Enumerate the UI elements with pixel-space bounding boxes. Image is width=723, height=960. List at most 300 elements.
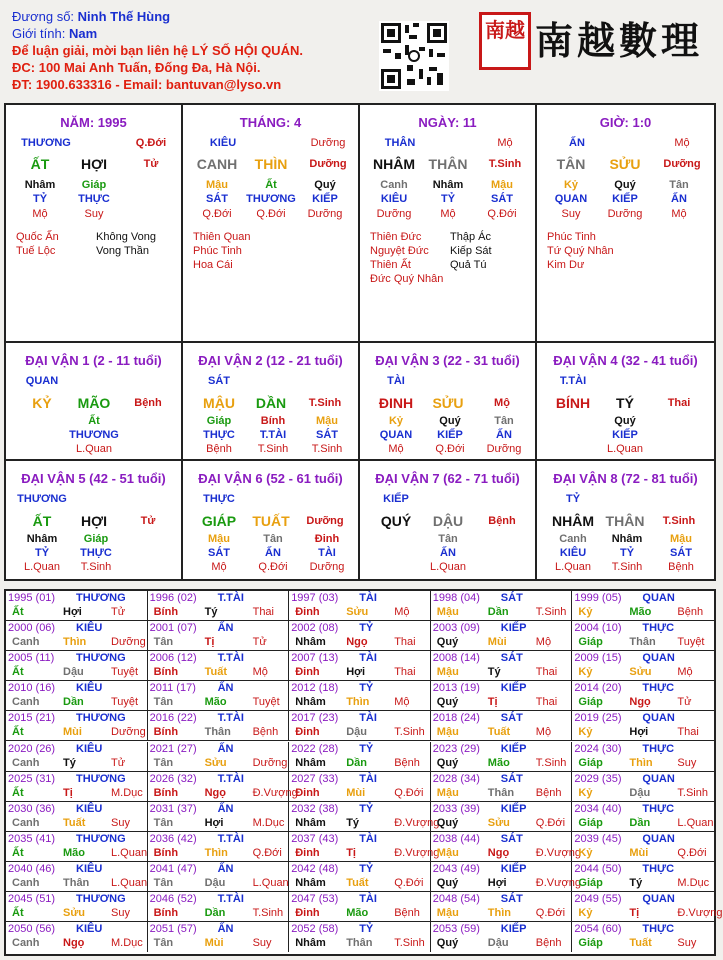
year-life-stage: L.Quan bbox=[111, 876, 148, 889]
year-ten-god: TÀI bbox=[359, 652, 377, 665]
dai-van-branch: TUẤT bbox=[252, 513, 290, 529]
year-stem: Giáp bbox=[578, 756, 603, 769]
year-branch: Mão bbox=[63, 846, 85, 859]
dai-van-hidden-stage: T.Sinh bbox=[80, 561, 112, 573]
year-life-stage: Thai bbox=[535, 696, 558, 709]
good-star: Phúc Tinh bbox=[193, 245, 242, 257]
year-ten-god: KIÊU bbox=[76, 622, 103, 635]
year-cell bbox=[572, 621, 714, 651]
hidden-life-stage: Dưỡng bbox=[307, 208, 343, 220]
good-star: Tuế Lộc bbox=[16, 245, 56, 257]
earthly-branch: SỬU bbox=[609, 156, 641, 172]
year-ten-god: SÁT bbox=[500, 592, 523, 604]
dai-van-title: ĐẠI VẬN 7 (62 - 71 tuổi) bbox=[375, 471, 520, 486]
year-ten-god: ẤN bbox=[217, 682, 234, 695]
year-ten-god: THỰC bbox=[642, 862, 675, 875]
year-life-stage: Đ.Vượng bbox=[252, 786, 298, 799]
year-label: 2016 (22) bbox=[149, 712, 197, 725]
year-stem: Nhâm bbox=[295, 636, 326, 649]
year-ten-god: THƯƠNG bbox=[76, 772, 126, 785]
dai-van-hidden-god: THƯƠNG bbox=[69, 429, 119, 441]
year-life-stage: T.Sinh bbox=[394, 937, 425, 950]
year-branch: Mão bbox=[204, 696, 227, 709]
year-cell bbox=[431, 711, 573, 741]
year-life-stage: T.Sinh bbox=[535, 756, 567, 769]
year-life-stage: L.Quan bbox=[111, 846, 148, 859]
year-label: 2020 (26) bbox=[8, 742, 56, 755]
name-label: Đương số: bbox=[12, 9, 75, 24]
year-branch: Dậu bbox=[487, 937, 509, 950]
dai-van-hidden-stage: Bệnh bbox=[668, 561, 694, 573]
year-ten-god: KIÊU bbox=[76, 862, 103, 875]
year-life-stage: L.Quan bbox=[677, 816, 714, 829]
year-label: 2040 (46) bbox=[8, 862, 56, 875]
hidden-ten-god: KIẾP bbox=[312, 193, 338, 205]
year-stem: Tân bbox=[153, 636, 174, 649]
year-life-stage: M.Dục bbox=[677, 876, 710, 889]
year-cell bbox=[6, 922, 148, 952]
year-label: 2006 (12) bbox=[149, 652, 197, 665]
year-branch: Tuất bbox=[346, 876, 369, 889]
year-label: 2030 (36) bbox=[8, 802, 56, 815]
year-label: 1997 (03) bbox=[291, 592, 339, 604]
year-life-stage: Mộ bbox=[394, 696, 410, 709]
year-branch: Hợi bbox=[629, 726, 649, 739]
year-branch: Tị bbox=[346, 846, 356, 859]
year-cell bbox=[148, 802, 290, 832]
hidden-stem: Quý bbox=[314, 179, 336, 191]
year-branch: Sửu bbox=[204, 756, 227, 769]
year-life-stage: M.Dục bbox=[111, 786, 143, 799]
year-cell bbox=[6, 681, 148, 711]
chart-grid bbox=[4, 103, 716, 581]
year-stem: Tân bbox=[153, 937, 174, 950]
year-cell bbox=[572, 651, 714, 681]
year-stem: Ất bbox=[12, 606, 24, 618]
year-branch: Tý bbox=[63, 756, 76, 769]
year-stem: Canh bbox=[12, 816, 40, 829]
year-ten-god: TÀI bbox=[359, 832, 377, 845]
year-life-stage: Tử bbox=[252, 636, 267, 649]
dai-van-hidden-stage: Q.Đới bbox=[258, 561, 288, 573]
dai-van-hidden-stage: L.Quan bbox=[554, 561, 592, 573]
hidden-life-stage: Q.Đới bbox=[202, 208, 232, 220]
year-cell bbox=[148, 681, 290, 711]
pillar-cell bbox=[6, 105, 183, 343]
year-life-stage: Q.Đới bbox=[252, 846, 282, 859]
year-label: 2044 (50) bbox=[574, 862, 622, 875]
year-branch: Ngọ bbox=[487, 846, 510, 859]
dai-van-ten-god: THƯƠNG bbox=[17, 493, 67, 505]
year-ten-god: THỰC bbox=[642, 682, 675, 695]
dai-van-stem: KỶ bbox=[32, 395, 52, 411]
dai-van-hidden-stem: Quý bbox=[439, 415, 461, 427]
year-cell bbox=[289, 772, 431, 802]
hidden-life-stage: Mộ bbox=[440, 208, 456, 220]
dai-van-hidden-god: QUAN bbox=[379, 429, 413, 441]
year-branch: Dần bbox=[629, 816, 651, 829]
year-life-stage: Tuyệt bbox=[111, 696, 139, 709]
pillar-cell bbox=[183, 105, 360, 343]
hidden-stem: Giáp bbox=[81, 179, 107, 191]
year-label: 2015 (21) bbox=[8, 712, 56, 725]
year-label: 2038 (44) bbox=[432, 832, 480, 845]
year-branch: Tị bbox=[629, 907, 640, 919]
year-branch: Tuất bbox=[204, 666, 227, 679]
good-star: Đức Quý Nhân bbox=[370, 273, 444, 285]
year-label: 2025 (31) bbox=[8, 772, 56, 785]
year-label: 2045 (51) bbox=[8, 893, 56, 905]
year-ten-god: T.TÀI bbox=[217, 652, 244, 665]
year-ten-god: TỶ bbox=[359, 682, 374, 695]
dai-van-stage: Tử bbox=[140, 515, 156, 527]
year-cell bbox=[6, 591, 148, 621]
dai-van-stage: Mộ bbox=[494, 397, 510, 409]
dai-van-hidden-stage: T.Sinh bbox=[257, 443, 289, 455]
dai-van-hidden-god: KIÊU bbox=[559, 547, 587, 559]
dai-van-hidden-stage: Dưỡng bbox=[309, 561, 345, 573]
year-cell bbox=[572, 922, 714, 952]
year-branch: Thìn bbox=[346, 696, 370, 709]
dai-van-hidden-stage: L.Quan bbox=[429, 561, 467, 573]
dai-van-hidden-god: KIẾP bbox=[437, 429, 463, 441]
year-cell bbox=[572, 742, 714, 772]
life-stage: T.Sinh bbox=[488, 158, 522, 170]
dai-van-stem: MẬU bbox=[203, 395, 235, 411]
dai-van-hidden-stage: Q.Đới bbox=[435, 443, 465, 455]
pillar-title: THÁNG: 4 bbox=[239, 115, 302, 130]
year-branch: Mão bbox=[346, 907, 369, 919]
year-life-stage: Bệnh bbox=[677, 606, 704, 618]
year-branch: Tuất bbox=[629, 937, 652, 950]
good-star: Tứ Quý Nhân bbox=[547, 245, 614, 257]
year-branch: Tuất bbox=[63, 816, 86, 829]
year-stem: Kỷ bbox=[578, 846, 593, 859]
heavenly-stem: TÂN bbox=[556, 156, 586, 172]
year-ten-god: THỰC bbox=[642, 622, 675, 635]
qr-code-icon bbox=[379, 21, 449, 91]
dai-van-ten-god: TỶ bbox=[565, 493, 581, 505]
year-stem: Kỷ bbox=[578, 726, 593, 739]
dai-van-stage: T.Sinh bbox=[308, 397, 342, 409]
year-branch: Ngọ bbox=[346, 636, 368, 649]
year-label: 2022 (28) bbox=[291, 742, 339, 755]
dai-van-hidden-stage: Mộ bbox=[211, 561, 227, 573]
year-label: 1999 (05) bbox=[574, 592, 622, 604]
red-seal-icon: 南越 bbox=[479, 12, 531, 70]
year-branch: Sửu bbox=[629, 666, 652, 679]
year-cell bbox=[431, 742, 573, 772]
year-cell bbox=[148, 711, 290, 741]
year-branch: Hợi bbox=[346, 666, 366, 679]
year-stem: Tân bbox=[153, 696, 174, 709]
year-ten-god: SÁT bbox=[500, 772, 523, 785]
year-cell bbox=[289, 621, 431, 651]
year-ten-god: THƯƠNG bbox=[76, 592, 126, 604]
dai-van-stage: Dưỡng bbox=[306, 515, 344, 527]
year-cell bbox=[431, 651, 573, 681]
year-life-stage: Suy bbox=[677, 756, 697, 769]
year-branch: Dần bbox=[346, 756, 367, 769]
year-label: 2029 (35) bbox=[574, 772, 622, 785]
year-ten-god: KIÊU bbox=[76, 923, 103, 936]
year-life-stage: Dưỡng bbox=[111, 636, 146, 649]
year-stem: Mậu bbox=[436, 786, 459, 799]
year-ten-god: KIẾP bbox=[500, 923, 527, 936]
year-cell bbox=[6, 862, 148, 892]
year-label: 2004 (10) bbox=[574, 622, 622, 635]
year-stem: Đinh bbox=[295, 666, 320, 679]
dai-van-stem: ĐINH bbox=[378, 395, 414, 411]
year-stem: Canh bbox=[12, 876, 40, 889]
year-label: 2039 (45) bbox=[574, 832, 622, 845]
year-life-stage: Tử bbox=[677, 696, 692, 709]
year-ten-god: SÁT bbox=[500, 832, 523, 845]
dai-van-hidden-stem: Tân bbox=[263, 533, 283, 545]
year-cell bbox=[431, 922, 573, 952]
year-stem: Giáp bbox=[578, 816, 603, 829]
year-ten-god: THƯƠNG bbox=[76, 652, 126, 665]
year-life-stage: T.Sinh bbox=[535, 606, 567, 618]
year-label: 2021 (27) bbox=[149, 742, 197, 755]
gender-value: Nam bbox=[68, 26, 98, 41]
year-life-stage: Suy bbox=[252, 937, 272, 950]
dai-van-hidden-stage: Bệnh bbox=[206, 443, 232, 455]
dai-van-hidden-god: SÁT bbox=[670, 547, 692, 559]
year-stem: Quý bbox=[436, 937, 459, 950]
year-label: 2050 (56) bbox=[8, 923, 56, 936]
dai-van-hidden-god: SÁT bbox=[208, 547, 230, 559]
pillar-title: GIỜ: 1:0 bbox=[599, 115, 652, 130]
year-life-stage: Thai bbox=[535, 666, 558, 679]
dai-van-stage: T.Sinh bbox=[662, 515, 696, 527]
year-ten-god: KIẾP bbox=[500, 802, 527, 815]
year-label: 2043 (49) bbox=[432, 862, 480, 875]
good-star: Hoa Cái bbox=[193, 259, 233, 271]
phone-email-line: ĐT: 1900.633316 - Email: bantuvan@lyso.vn bbox=[12, 77, 282, 92]
dai-van-branch: DẬU bbox=[432, 513, 464, 529]
dai-van-cell bbox=[183, 343, 360, 461]
year-branch: Dậu bbox=[63, 666, 84, 679]
dai-van-hidden-god: SÁT bbox=[316, 429, 338, 441]
earthly-branch: THÂN bbox=[428, 156, 468, 172]
brand-title: 南越數理 bbox=[535, 18, 704, 63]
dai-van-hidden-stage: L.Quan bbox=[23, 561, 61, 573]
year-label: 2053 (59) bbox=[432, 923, 480, 936]
year-cell bbox=[6, 802, 148, 832]
dai-van-hidden-stage: Mộ bbox=[388, 443, 404, 455]
dai-van-ten-god: QUAN bbox=[25, 375, 59, 387]
year-life-stage: T.Sinh bbox=[252, 907, 284, 919]
year-stem: Ất bbox=[12, 907, 24, 919]
year-stem: Mậu bbox=[436, 907, 459, 919]
year-cell bbox=[289, 591, 431, 621]
year-life-stage: M.Dục bbox=[111, 937, 143, 950]
year-cell bbox=[572, 802, 714, 832]
hidden-life-stage: Mộ bbox=[32, 208, 48, 220]
year-stem: Ất bbox=[12, 786, 24, 799]
year-life-stage: Bệnh bbox=[535, 937, 562, 950]
pillar-ten-god: KIÊU bbox=[209, 137, 237, 149]
dai-van-stage: Bệnh bbox=[134, 397, 162, 409]
year-cell bbox=[6, 651, 148, 681]
year-life-stage: Bệnh bbox=[252, 726, 279, 739]
year-label: 2008 (14) bbox=[432, 652, 480, 665]
year-stem: Nhâm bbox=[295, 816, 326, 829]
dai-van-hidden-stage: T.Sinh bbox=[611, 561, 643, 573]
hidden-stem: Ất bbox=[265, 179, 277, 191]
year-label: 2003 (09) bbox=[432, 622, 480, 635]
dai-van-cell bbox=[537, 343, 714, 461]
dai-van-hidden-god: TÀI bbox=[318, 547, 336, 559]
year-life-stage: Thai bbox=[677, 726, 699, 739]
hidden-ten-god: SÁT bbox=[491, 193, 513, 205]
year-ten-god: ẤN bbox=[217, 923, 234, 936]
gender-label: Giới tính: bbox=[12, 26, 66, 41]
year-stem: Nhâm bbox=[295, 937, 326, 950]
year-ten-god: SÁT bbox=[500, 712, 523, 725]
year-stem: Kỷ bbox=[578, 786, 593, 799]
dai-van-branch: TÝ bbox=[616, 395, 634, 411]
year-ten-god: TÀI bbox=[359, 592, 377, 604]
heavenly-stem: CANH bbox=[196, 156, 238, 172]
year-ten-god: KIẾP bbox=[500, 742, 527, 755]
pillar-ten-god: ẤN bbox=[569, 137, 585, 149]
dai-van-cell bbox=[6, 461, 183, 579]
name-value: Ninh Thế Hùng bbox=[77, 9, 171, 24]
header-info bbox=[12, 8, 303, 93]
year-stem: Ất bbox=[12, 846, 24, 859]
year-label: 2054 (60) bbox=[574, 923, 622, 936]
year-branch: Mão bbox=[487, 756, 510, 769]
year-stem: Đinh bbox=[295, 907, 320, 919]
year-label: 2028 (34) bbox=[432, 772, 480, 785]
year-life-stage: Suy bbox=[677, 937, 697, 950]
year-ten-god: ẤN bbox=[217, 622, 234, 635]
year-branch: Mùi bbox=[204, 937, 224, 950]
year-ten-god: KIẾP bbox=[500, 682, 527, 695]
year-branch: Tuất bbox=[487, 726, 511, 739]
year-ten-god: SÁT bbox=[500, 652, 523, 665]
year-life-stage: Thai bbox=[394, 636, 416, 649]
year-label: 2051 (57) bbox=[149, 923, 197, 936]
year-cell bbox=[6, 892, 148, 922]
year-branch: Dần bbox=[63, 696, 84, 709]
year-life-stage: Đ.Vượng bbox=[394, 846, 440, 859]
hidden-stem: Nhâm bbox=[432, 179, 464, 191]
year-cell bbox=[572, 892, 723, 922]
dai-van-stem: NHÂM bbox=[552, 513, 594, 529]
year-life-stage: Bệnh bbox=[394, 907, 420, 919]
year-branch: Tý bbox=[487, 666, 501, 679]
year-stem: Quý bbox=[436, 756, 459, 769]
dai-van-hidden-stem: Nhâm bbox=[611, 533, 643, 545]
bad-star: Không Vong bbox=[96, 231, 156, 243]
year-stem: Tân bbox=[153, 816, 174, 829]
hidden-ten-god: QUAN bbox=[554, 193, 588, 205]
dai-van-title: ĐẠI VẬN 4 (32 - 41 tuổi) bbox=[553, 353, 698, 368]
year-cell bbox=[289, 892, 431, 922]
year-stem: Quý bbox=[436, 696, 459, 709]
year-stem: Ất bbox=[12, 726, 24, 739]
year-cell bbox=[431, 772, 573, 802]
year-life-stage: Mộ bbox=[677, 666, 693, 679]
contact-line: Để luận giải, mời bạn liên hệ LÝ SỐ HỘI QUÁN. bbox=[12, 43, 303, 58]
year-life-stage: Bệnh bbox=[535, 786, 562, 799]
bad-star: Quả Tú bbox=[450, 259, 487, 271]
dai-van-hidden-stem: Mậu bbox=[316, 415, 338, 427]
dai-van-hidden-god: ẤN bbox=[496, 429, 512, 441]
dai-van-hidden-stage: L.Quan bbox=[75, 443, 113, 455]
year-label: 2035 (41) bbox=[8, 832, 56, 845]
year-stem: Quý bbox=[436, 816, 459, 829]
year-stem: Bính bbox=[153, 666, 179, 679]
earthly-branch: HỢI bbox=[81, 156, 107, 172]
pillar-ten-god: Q.Đới bbox=[135, 137, 167, 149]
year-ten-god: THỰC bbox=[642, 742, 675, 755]
year-ten-god: ẤN bbox=[217, 742, 234, 755]
year-cell bbox=[289, 711, 431, 741]
good-star: Quốc Ấn bbox=[16, 231, 59, 243]
hidden-stem: Quý bbox=[614, 179, 636, 191]
year-label: 2001 (07) bbox=[149, 622, 197, 635]
pillar-title: NGÀY: 11 bbox=[418, 115, 477, 130]
hidden-stem: Mậu bbox=[491, 179, 513, 191]
year-cell bbox=[431, 591, 573, 621]
year-branch: Tý bbox=[204, 606, 218, 618]
year-label: 2046 (52) bbox=[149, 893, 197, 905]
year-cell bbox=[572, 772, 714, 802]
year-stem: Canh bbox=[12, 756, 40, 769]
bad-star: Vong Thần bbox=[96, 245, 150, 257]
dai-van-stage: Bệnh bbox=[488, 515, 516, 527]
dai-van-cell bbox=[6, 343, 183, 461]
year-cell bbox=[572, 862, 714, 892]
year-branch: Ngọ bbox=[629, 696, 651, 709]
year-cell bbox=[6, 621, 148, 651]
year-branch: Thìn bbox=[63, 636, 87, 649]
dai-van-hidden-stem: Mậu bbox=[208, 533, 230, 545]
year-branch: Dậu bbox=[204, 876, 226, 889]
year-ten-god: KIÊU bbox=[76, 802, 103, 815]
hidden-ten-god: THỰC bbox=[78, 193, 110, 205]
year-branch: Dậu bbox=[346, 726, 367, 739]
year-stem: Tân bbox=[153, 876, 174, 889]
year-ten-god: TÀI bbox=[359, 893, 377, 905]
bad-star: Thập Ác bbox=[450, 231, 491, 243]
year-stem: Kỷ bbox=[578, 907, 593, 919]
year-stem: Đinh bbox=[295, 606, 320, 618]
pillar-ten-god: THÂN bbox=[384, 137, 416, 149]
year-cell bbox=[431, 862, 581, 892]
dai-van-stem: GIÁP bbox=[201, 513, 237, 529]
heavenly-stem: NHÂM bbox=[373, 156, 415, 172]
year-ten-god: QUAN bbox=[642, 712, 675, 725]
year-branch: Hợi bbox=[63, 606, 82, 618]
year-ten-god: TỶ bbox=[359, 742, 374, 755]
year-label: 2010 (16) bbox=[8, 682, 56, 695]
hidden-stem: Tân bbox=[669, 179, 689, 191]
year-stem: Đinh bbox=[295, 786, 320, 799]
year-ten-god: THỰC bbox=[642, 802, 675, 815]
year-life-stage: Suy bbox=[111, 907, 130, 919]
year-stem: Canh bbox=[12, 636, 40, 649]
year-cell bbox=[6, 832, 148, 862]
year-ten-god: ẤN bbox=[217, 862, 234, 875]
year-stem: Quý bbox=[436, 636, 459, 649]
year-stem: Tân bbox=[153, 756, 174, 769]
year-branch: Tị bbox=[204, 636, 215, 649]
